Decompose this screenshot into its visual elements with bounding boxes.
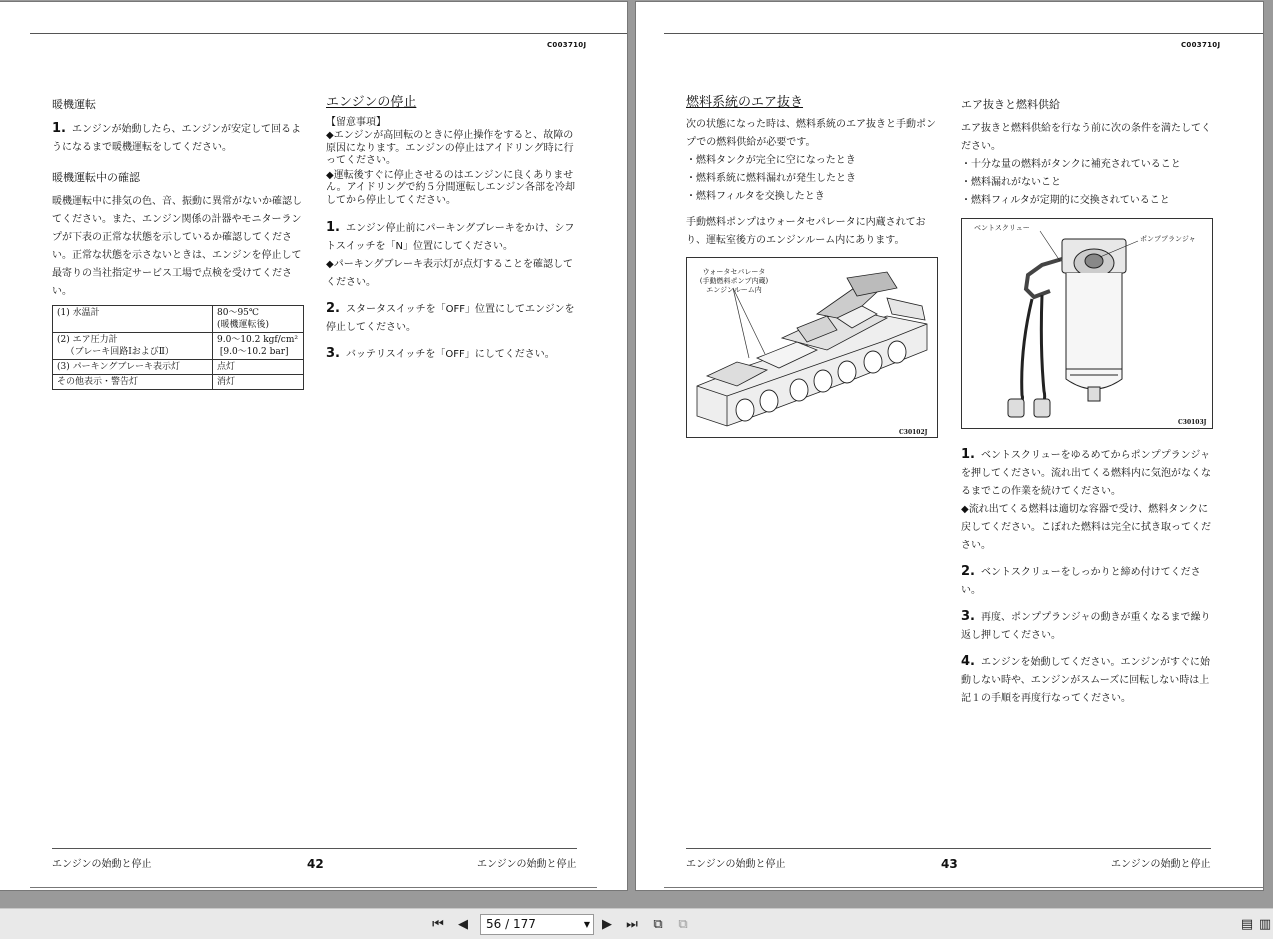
list-item: ・燃料フィルタが定期的に交換されていること [961,195,1170,206]
footer-left: エンジンの始動と停止 [52,859,152,870]
first-page-icon[interactable]: ⏮ [432,917,444,932]
list-item: ・燃料タンクが完全に空になったとき [686,155,856,166]
footer-rule [686,848,1211,849]
warmup-step-1: 1. エンジンが始動したら、エンジンが安定して回るようになるまで暖機運転をしてください。 [52,121,301,153]
table-row: (3) パーキングブレーキ表示灯 点灯 [53,360,304,375]
pump-location-text: 手動燃料ポンプはウォータセパレータに内蔵されており、運転室後方のエンジンルーム内にあります。 [686,217,926,246]
supply-title: エア抜きと燃料供給 [961,98,1060,111]
page-number: 43 [941,857,958,871]
page-indicator: 56 / 177 [486,917,536,931]
crane-figure [686,257,938,438]
pump-plunger-label: ポンププランジャ [1140,235,1196,243]
supply-intro: エア抜きと燃料供給を行なう前に次の条件を満たしてください。 [961,123,1211,152]
bleed-step-4: 4. エンジンを始動してください。エンジンがすぐに始動しない時や、エンジンがスムーズに回転しない時は上記１の手順を再度行なってください。 [961,654,1210,704]
warmup-check-title: 暖機運転中の確認 [52,171,140,184]
water-separator-label: ウォータセパレータ (手動燃料ポンプ内蔵) エンジンルーム内 [699,268,769,294]
right-column [961,94,1213,210]
stop-step-1: 1. エンジン停止前にパーキングブレーキをかけ、シフトスイッチを「N」位置にしてください。 [326,220,575,252]
table-row: (2) エア圧力計 （ブレーキ回路ⅠおよびⅡ） 9.0〜10.2 kgf/cm² [9.0〜10.2 bar] [53,333,304,360]
next-page-icon[interactable]: ▶ [602,917,612,932]
single-page-view-icon[interactable]: ▤ [1240,917,1254,932]
gauge-status-table [52,305,304,390]
table-row: (1) 水温計 80〜95℃ (暖機運転後) [53,306,304,333]
warmup-check-body: 暖機運転中に排気の色、音、振動に異常がないか確認してください。また、エンジン関係の計器やモニターランプが下表の正常な状態を示しているか確認してください。正常な状態を示さないときは、エンジンを停止して最寄りの当社指定サービス工場で点検を受けてください。 [52,196,302,297]
footer-bottom-rule [30,887,597,888]
page-number: 42 [307,857,324,871]
stop-step-2: 2. スタータスイッチを「OFF」位置にしてエンジンを停止してください。 [326,301,575,333]
warmup-title: 暖機運転 [52,98,96,111]
figure-code: C30103J [1178,419,1207,426]
air-bleed-title: 燃料系統のエア抜き [686,95,804,110]
list-item: ・十分な量の燃料がタンクに補充されていること [961,159,1181,170]
note-2: ◆運転後すぐに停止させるのはエンジンに良くありません。アイドリングで約５分間運転しエンジン各部を冷却してから停止してください。 [326,169,575,206]
previous-page-icon[interactable]: ◀ [458,917,468,932]
bleed-step-1-note: ◆流れ出てくる燃料は適切な容器で受け、燃料タンクに戻してください。こぼれた燃料は完全に拭き取ってください。 [961,504,1211,551]
header-rule [30,33,627,34]
list-item: ・燃料フィルタを交換したとき [686,191,825,202]
page-42 [0,2,627,890]
figure-code: C30102J [899,429,928,436]
fuel-pump-figure [961,218,1213,429]
viewer-toolbar [0,908,1273,939]
doc-code: C003710J [547,41,587,49]
bleed-step-2: 2. ベントスクリューをしっかりと締め付けてください。 [961,564,1201,596]
footer-rule [52,848,577,849]
stop-step-3: 3. バッテリスイッチを「OFF」にしてください。 [326,346,555,361]
chevron-down-icon: ▼ [583,920,590,929]
list-item: ・燃料漏れがないこと [961,177,1061,188]
footer-bottom-rule [664,887,1263,888]
bleed-step-3: 3. 再度、ポンププランジャの動きが重くなるまで繰り返し押してください。 [961,609,1211,641]
footer-right: エンジンの始動と停止 [477,859,577,870]
engine-stop-title: エンジンの停止 [326,95,417,110]
stop-step-1-note: ◆パーキングブレーキ表示灯が点灯することを確認してください。 [326,259,573,288]
note-1: ◆エンジンが高回転のときに停止操作をすると、故障の原因になります。エンジンの停止はアイドリング時に行ってください。 [326,130,574,166]
last-page-icon[interactable]: ⏭ [626,917,638,932]
left-column [52,96,304,390]
two-page-view-icon[interactable]: ▥ [1258,917,1272,932]
water-separator-illustration [962,219,1213,429]
go-back-view-icon[interactable]: ⧉ [653,917,663,932]
air-bleed-intro: 次の状態になった時は、燃料系統のエア抜きと手動ポンプでの燃料供給が必要です。 [686,119,936,148]
steps-column [961,446,1213,716]
left-column [686,94,938,250]
right-column [326,94,578,372]
footer-right: エンジンの始動と停止 [1111,859,1211,870]
page-number-select[interactable] [480,914,594,935]
list-item: ・燃料系統に燃料漏れが発生したとき [686,173,856,184]
footer-left: エンジンの始動と停止 [686,859,786,870]
vent-screw-label: ベントスクリュー [974,224,1030,232]
header-rule [664,33,1263,34]
table-row: その他表示・警告灯 消灯 [53,375,304,390]
note-title: 【留意事項】 [326,117,386,128]
bleed-step-1: 1. ベントスクリューをゆるめてからポンププランジャを押してください。流れ出てくる燃料内に気泡がなくなるまでこの作業を続けてください。 [961,447,1211,497]
doc-code: C003710J [1181,41,1221,49]
go-forward-view-icon[interactable]: ⧉ [678,917,688,932]
page-43 [636,2,1263,890]
